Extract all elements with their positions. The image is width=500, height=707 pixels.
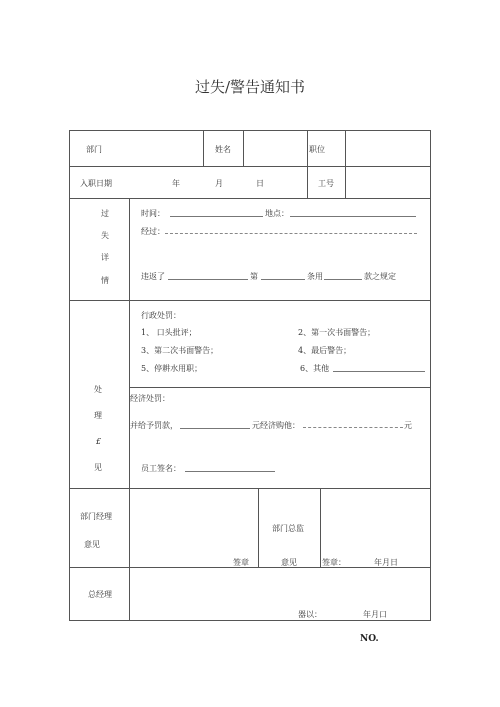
option-other[interactable]: 6、其他: [300, 364, 330, 373]
gm-sign-label: 器以：: [298, 610, 322, 619]
yuan-label: 元: [404, 421, 412, 430]
dept-director-label: 部门总监: [272, 524, 304, 533]
month-label: 月: [215, 179, 223, 188]
dept-label: 部门: [86, 145, 102, 154]
handling-side-char: £: [96, 437, 102, 446]
entry-date-label: 入职日期: [80, 179, 112, 188]
handling-side-char: 见: [94, 463, 102, 472]
general-manager-label: 总经理: [88, 590, 112, 599]
clause-label: 条用: [307, 272, 323, 281]
employee-signature-field[interactable]: [185, 471, 275, 472]
time-label: 时间：: [141, 209, 165, 218]
process-label: 经过：: [141, 227, 165, 236]
handling-side-char: 理: [94, 411, 102, 420]
economic-penalty-title: 经济处罚：: [130, 394, 170, 403]
dept-manager-opinion-label: 意见: [84, 540, 100, 549]
fault-side-char: 详: [101, 253, 109, 262]
fault-side-char: 失: [101, 231, 109, 240]
day-label: 日: [256, 179, 264, 188]
fault-side-char: 过: [101, 209, 109, 218]
article-label: 第: [250, 272, 258, 281]
document-title: 过失/警告通知书: [194, 78, 306, 96]
dept-manager-stamp-label: 签章: [233, 558, 249, 567]
employee-signature-label: 员工签名：: [141, 464, 181, 473]
fine-label: 并给予罚款，: [130, 421, 178, 430]
year-label: 年: [172, 179, 180, 188]
place-field[interactable]: [290, 216, 416, 217]
dept-director-date-label: 年月日: [374, 558, 398, 567]
option-first-written-warning[interactable]: 2、第一次书面警告；: [298, 328, 376, 337]
article-field[interactable]: [261, 279, 305, 280]
fine-amount-field[interactable]: [180, 428, 250, 429]
employee-no-label: 工号: [318, 179, 334, 188]
clause-field[interactable]: [324, 279, 362, 280]
violated-rule-field[interactable]: [168, 279, 248, 280]
rule-label: 款之规定: [364, 272, 396, 281]
dept-director-stamp-label: 签章：: [322, 558, 346, 567]
option-final-warning[interactable]: 4、最后警告；: [298, 346, 352, 355]
dept-manager-label: 部门经理: [80, 512, 112, 521]
gm-date-label: 年月口: [363, 610, 387, 619]
dept-director-opinion-label: 意见: [281, 558, 297, 567]
option-verbal-criticism[interactable]: 1、 口头批评；: [141, 328, 197, 337]
option-suspension[interactable]: 5、停耕水用职；: [141, 364, 203, 373]
other-field[interactable]: [333, 371, 425, 372]
handling-side-char: 处: [94, 385, 102, 394]
position-label: 职位: [309, 145, 325, 154]
compensation-label: 元经济购他：: [252, 421, 300, 430]
option-second-written-warning[interactable]: 3、第二次书面警告；: [141, 346, 219, 355]
process-field[interactable]: [165, 233, 417, 234]
place-label: 地点：: [265, 209, 289, 218]
compensation-field[interactable]: [303, 427, 403, 428]
time-field[interactable]: [170, 216, 263, 217]
document-number-label: NO.: [360, 634, 379, 644]
name-label: 姓名: [215, 145, 231, 154]
violate-label: 违返了: [141, 272, 165, 281]
fault-side-char: 情: [101, 276, 109, 285]
admin-penalty-title: 行政处罚：: [141, 311, 181, 320]
